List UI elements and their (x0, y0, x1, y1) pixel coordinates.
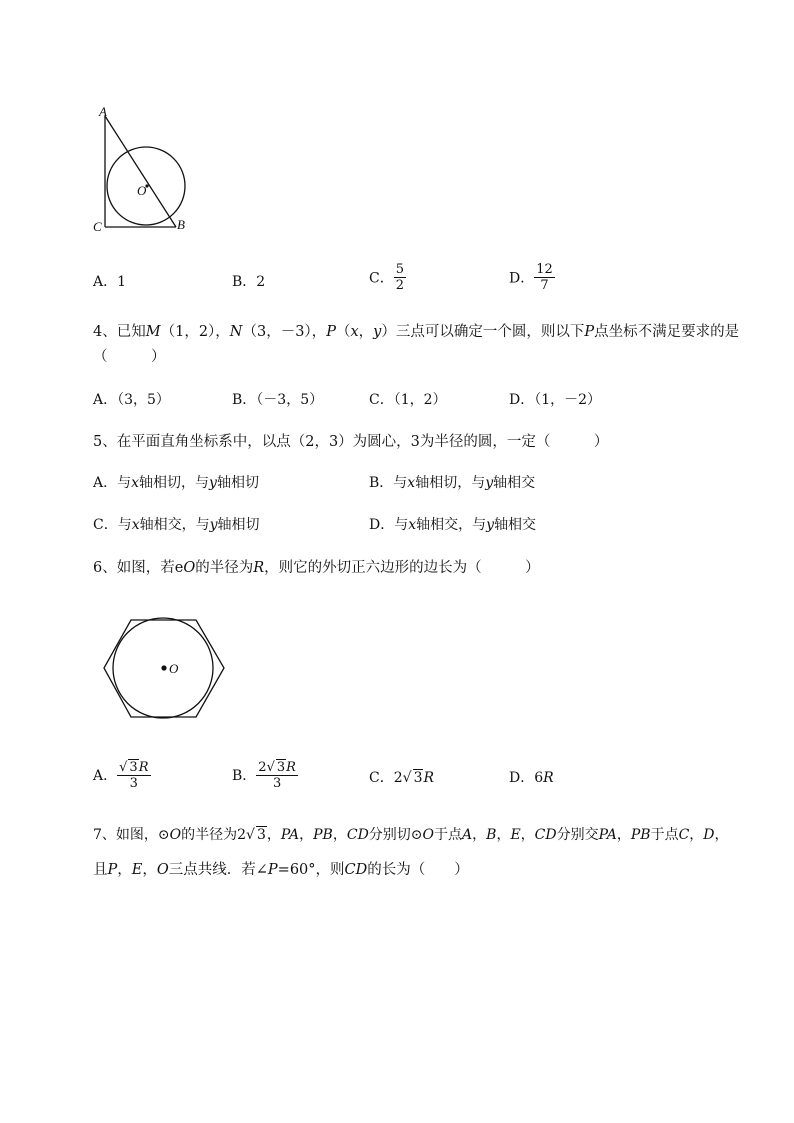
label-a: A (99, 104, 107, 119)
label-o: O (137, 183, 147, 198)
label-o: O (169, 661, 179, 676)
q4-blank: （ ） (93, 349, 166, 365)
fraction: $\frac{5}{2}$ (395, 262, 404, 293)
q4-option-c[interactable]: C．（1，2） (369, 392, 447, 408)
q6-stem: 6、如图，若eO的半径为R，则它的外切正六边形的边长为（ ） (93, 560, 540, 576)
q6-option-b[interactable]: B． $\frac{2√ 3R}{3}$ (232, 760, 296, 791)
q7-stem-line1: 7、如图，⊙O的半径为2√ 3，PA，PB，CD分别切⊙O于点A，B，E，CD分别交PA，PB于点C，D， (93, 827, 729, 843)
q4-option-a[interactable]: A．（3，5） (93, 392, 170, 408)
q3-option-c[interactable]: C． $\frac{5}{2}$ (369, 262, 404, 293)
q4-stem: 4、已知M（1，2），N（3，－3），P（x，y）三点可以确定一个圆，则以下P点坐标不满足要求的是 (93, 324, 740, 340)
q5-option-a[interactable]: A．与x轴相切，与y轴相切 (93, 475, 259, 491)
q4-option-b[interactable]: B．（－3，5） (232, 392, 324, 408)
q6-option-d[interactable]: D．6R (509, 770, 554, 786)
fraction: $\frac{12}{7}$ (536, 262, 553, 293)
figure-hexagon-circle (100, 612, 230, 724)
q5-option-c[interactable]: C．与x轴相交，与y轴相切 (93, 517, 260, 533)
q5-option-b[interactable]: B．与x轴相切，与y轴相交 (369, 475, 536, 491)
label-c: C (93, 219, 102, 234)
q7-stem-line2: 且P，E，O三点共线．若∠P=60°，则CD的长为（ ） (93, 862, 469, 878)
label-b: B (177, 217, 185, 232)
q3-option-b[interactable]: B．2 (232, 274, 266, 290)
q6-option-a[interactable]: A． $\frac{√ 3R}{3}$ (93, 760, 149, 791)
q6-option-c[interactable]: C．2√ 3R (369, 770, 435, 786)
q5-stem: 5、在平面直角坐标系中，以点（2，3）为圆心，3为半径的圆，一定（ ） (93, 434, 609, 450)
q3-option-d[interactable]: D． $\frac{12}{7}$ (509, 262, 553, 293)
q5-option-d[interactable]: D．与x轴相交，与y轴相交 (369, 517, 537, 533)
q4-option-d[interactable]: D．（1，－2） (509, 392, 602, 408)
fraction: $\frac{2√ 3R}{3}$ (258, 760, 296, 791)
center-point (161, 665, 166, 670)
q3-option-a[interactable]: A．1 (93, 274, 127, 290)
figure-triangle-circle (88, 100, 208, 240)
fraction: $\frac{√ 3R}{3}$ (119, 760, 149, 791)
